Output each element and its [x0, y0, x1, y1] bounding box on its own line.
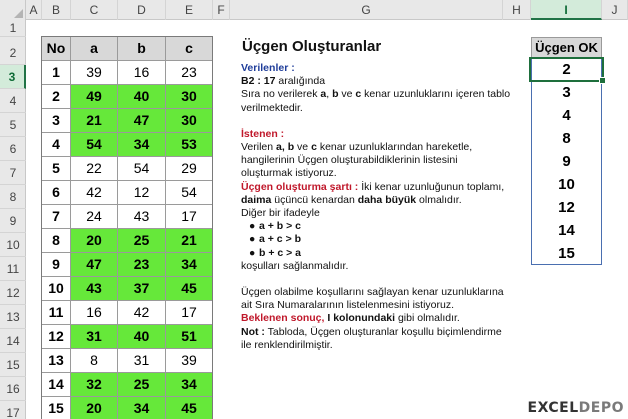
- table-cell-a[interactable]: 16: [71, 301, 118, 325]
- ok-list-value[interactable]: 2: [562, 61, 571, 78]
- given-label: Verilenler :: [241, 62, 295, 74]
- table-cell-b[interactable]: 31: [118, 349, 166, 373]
- column-header-i[interactable]: I: [531, 0, 602, 20]
- conditions-tail: koşulları sağlanmalıdır.: [241, 259, 349, 272]
- ok-list-header[interactable]: Üçgen OK: [531, 37, 602, 58]
- table-cell-no[interactable]: 14: [42, 373, 71, 397]
- table-cell-a[interactable]: 20: [71, 229, 118, 253]
- select-all-corner[interactable]: [0, 0, 26, 20]
- table-cell-c[interactable]: 23: [166, 61, 213, 85]
- table-cell-c[interactable]: 17: [166, 205, 213, 229]
- table-cell-a[interactable]: 42: [71, 181, 118, 205]
- page-title: Üçgen Oluşturanlar: [242, 38, 382, 55]
- table-cell-c[interactable]: 30: [166, 109, 213, 133]
- wanted-label: İstenen :: [241, 127, 285, 140]
- rule-description: Üçgen oluşturma şartı : İki kenar uzunluğunun toplamı, daima üçüncü kenardan daha büyük olmalıdır.: [241, 180, 505, 206]
- row-header-5[interactable]: 5: [0, 113, 26, 137]
- table-cell-b[interactable]: 12: [118, 181, 166, 205]
- table-cell-no[interactable]: 15: [42, 397, 71, 419]
- excel-depo-logo: EXCELDEPO: [527, 400, 624, 416]
- table-cell-b[interactable]: 37: [118, 277, 166, 301]
- table-cell-c[interactable]: 21: [166, 229, 213, 253]
- table-cell-b[interactable]: 16: [118, 61, 166, 85]
- condition-item: ● a + c > b: [249, 233, 302, 246]
- condition-item: ● b + c > a: [249, 246, 302, 259]
- table-cell-a[interactable]: 54: [71, 133, 118, 157]
- table-cell-c[interactable]: 51: [166, 325, 213, 349]
- ok-list-value[interactable]: 8: [562, 130, 571, 147]
- row-header-6[interactable]: 6: [0, 137, 26, 161]
- row-header-11[interactable]: 11: [0, 257, 26, 281]
- table-cell-a[interactable]: 39: [71, 61, 118, 85]
- table-cell-a[interactable]: 21: [71, 109, 118, 133]
- row-header-13[interactable]: 13: [0, 305, 26, 329]
- row-header-8[interactable]: 8: [0, 185, 26, 209]
- table-cell-c[interactable]: 39: [166, 349, 213, 373]
- row-header-15[interactable]: 15: [0, 353, 26, 377]
- column-header-c[interactable]: C: [71, 0, 118, 20]
- table-cell-c[interactable]: 53: [166, 133, 213, 157]
- table-cell-c[interactable]: 34: [166, 253, 213, 277]
- column-header-bar: [0, 0, 628, 20]
- column-header-e[interactable]: E: [166, 0, 213, 20]
- condition-item: ● a + b > c: [249, 220, 302, 233]
- column-header-h[interactable]: H: [503, 0, 531, 20]
- row-header-bar: [0, 20, 26, 419]
- table-cell-b[interactable]: 54: [118, 157, 166, 181]
- table-cell-no[interactable]: 2: [42, 85, 71, 109]
- conditions-list: [241, 220, 511, 260]
- ok-list-value[interactable]: 12: [558, 199, 575, 216]
- table-cell-c[interactable]: 30: [166, 85, 213, 109]
- table-cell-c[interactable]: 45: [166, 397, 213, 419]
- table-cell-a[interactable]: 49: [71, 85, 118, 109]
- table-cell-no[interactable]: 1: [42, 61, 71, 85]
- table-cell-a[interactable]: 47: [71, 253, 118, 277]
- table-cell-a[interactable]: 22: [71, 157, 118, 181]
- column-header-j[interactable]: J: [602, 0, 628, 20]
- given-description: Sıra no verilerek a, b ve c kenar uzunluklarını içeren tablo verilmektedir.: [241, 88, 511, 114]
- row-header-17[interactable]: 17: [0, 401, 26, 419]
- column-header-b[interactable]: B: [42, 0, 71, 20]
- table-header-no[interactable]: No: [42, 37, 71, 61]
- table-cell-a[interactable]: 43: [71, 277, 118, 301]
- row-header-3[interactable]: 3: [0, 65, 26, 89]
- table-header-c[interactable]: c: [166, 37, 213, 61]
- table-cell-c[interactable]: 45: [166, 277, 213, 301]
- row-header-1[interactable]: 1: [0, 20, 26, 37]
- table-cell-b[interactable]: 40: [118, 85, 166, 109]
- expected-result: Beklenen sonuç, I kolonundaki gibi olmalıdır.: [241, 312, 460, 325]
- table-cell-c[interactable]: 29: [166, 157, 213, 181]
- ok-list-value[interactable]: 9: [562, 153, 571, 170]
- row-header-14[interactable]: 14: [0, 329, 26, 353]
- column-header-a[interactable]: A: [26, 0, 42, 20]
- instructions-text: [241, 62, 511, 352]
- table-cell-c[interactable]: 17: [166, 301, 213, 325]
- table-cell-b[interactable]: 43: [118, 205, 166, 229]
- table-header-a[interactable]: a: [71, 37, 118, 61]
- row-header-4[interactable]: 4: [0, 89, 26, 113]
- table-cell-no[interactable]: 8: [42, 229, 71, 253]
- table-cell-a[interactable]: 20: [71, 397, 118, 419]
- given-range-rest: aralığında: [275, 75, 326, 88]
- table-cell-no[interactable]: 9: [42, 253, 71, 277]
- table-cell-no[interactable]: 6: [42, 181, 71, 205]
- column-header-f[interactable]: F: [213, 0, 230, 20]
- ok-list-value[interactable]: 14: [558, 222, 575, 239]
- active-cell-selection[interactable]: [529, 57, 604, 82]
- table-header-b[interactable]: b: [118, 37, 166, 61]
- table-cell-no[interactable]: 11: [42, 301, 71, 325]
- table-cell-no[interactable]: 12: [42, 325, 71, 349]
- table-cell-c[interactable]: 34: [166, 373, 213, 397]
- row-header-10[interactable]: 10: [0, 233, 26, 257]
- row-header-9[interactable]: 9: [0, 209, 26, 233]
- table-cell-b[interactable]: 34: [118, 397, 166, 419]
- table-cell-no[interactable]: 3: [42, 109, 71, 133]
- given-range: B2 : 17: [241, 75, 276, 88]
- note-text: Not : Tabloda, Üçgen oluşturanlar koşullu biçimlendirme ile renklendirilmiştir.: [241, 325, 502, 351]
- ok-list-value[interactable]: 15: [558, 245, 575, 262]
- table-cell-a[interactable]: 32: [71, 373, 118, 397]
- table-cell-b[interactable]: 40: [118, 325, 166, 349]
- table-cell-no[interactable]: 4: [42, 133, 71, 157]
- table-cell-b[interactable]: 23: [118, 253, 166, 277]
- ok-list-value[interactable]: 4: [562, 107, 571, 124]
- table-cell-no[interactable]: 5: [42, 157, 71, 181]
- ok-list-value[interactable]: 3: [562, 84, 571, 101]
- row-header-12[interactable]: 12: [0, 281, 26, 305]
- rule-other: Diğer bir ifadeyle: [241, 207, 320, 220]
- table-cell-b[interactable]: 34: [118, 133, 166, 157]
- row-header-7[interactable]: 7: [0, 161, 26, 185]
- ok-list-value[interactable]: 10: [558, 176, 575, 193]
- table-cell-a[interactable]: 31: [71, 325, 118, 349]
- table-cell-c[interactable]: 54: [166, 181, 213, 205]
- table-cell-no[interactable]: 13: [42, 349, 71, 373]
- row-header-2[interactable]: 2: [0, 41, 26, 65]
- row-header-16[interactable]: 16: [0, 377, 26, 401]
- table-cell-b[interactable]: 25: [118, 373, 166, 397]
- table-cell-b[interactable]: 42: [118, 301, 166, 325]
- table-cell-no[interactable]: 7: [42, 205, 71, 229]
- column-header-d[interactable]: D: [118, 0, 166, 20]
- column-header-g[interactable]: G: [230, 0, 503, 20]
- wanted-description: Verilen a, b ve c kenar uzunluklarından hareketle, hangilerinin Üçgen oluşturabildiklerinin listesini oluşturmak istiyoruz.: [241, 141, 473, 180]
- table-cell-a[interactable]: 24: [71, 205, 118, 229]
- result-description: Üçgen olabilme koşullarını sağlayan kenar uzunluklarına ait Sıra Numaralarının listelenmesini istiyoruz.: [241, 286, 504, 312]
- table-cell-a[interactable]: 8: [71, 349, 118, 373]
- table-cell-b[interactable]: 25: [118, 229, 166, 253]
- table-cell-b[interactable]: 47: [118, 109, 166, 133]
- table-cell-no[interactable]: 10: [42, 277, 71, 301]
